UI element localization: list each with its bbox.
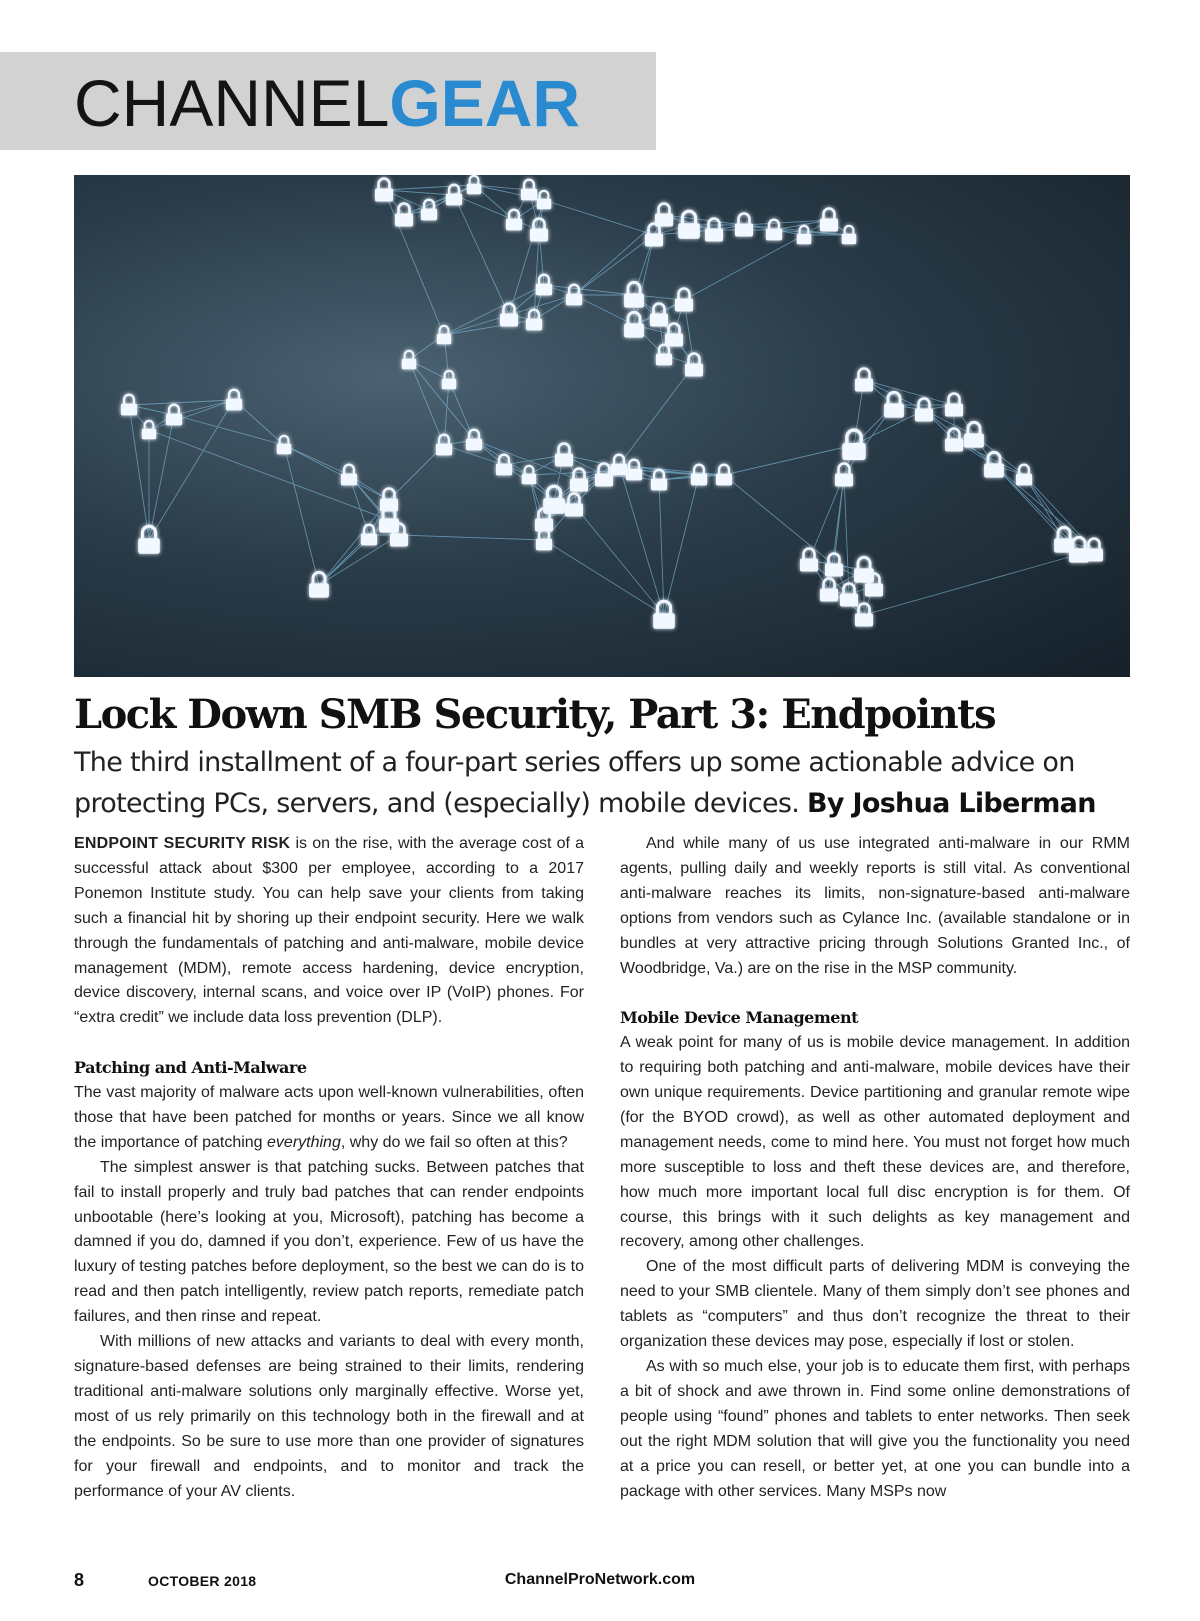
padlock-icon <box>421 200 437 221</box>
issue-date: OCTOBER 2018 <box>148 1573 257 1589</box>
padlock-icon <box>1085 539 1103 562</box>
padlock-icon <box>277 436 291 454</box>
padlock-icon <box>854 557 874 582</box>
padlock-icon <box>466 430 482 451</box>
padlock-icon <box>655 204 673 227</box>
intro-text: is on the rise, with the average cost of a successful attack about $300 per employee, according to a 2017 Ponemon Institute study. You can help save your clients from taking such a financial hit by shoring up their endpoint security. Here we walk through the fundamentals of patching and anti-malware, mobile device management (MDM), remote access hardening, device encryption, device discovery, internal scans, and voice over IP (VoIP) phones. For “extra credit” we include data loss prevention (DLP). <box>74 835 584 1027</box>
padlock-icon <box>309 572 329 597</box>
padlock-icon <box>500 304 518 327</box>
padlock-icon <box>984 452 1004 477</box>
website: ChannelProNetwork.com <box>504 1571 696 1588</box>
padlock-icon <box>467 176 481 194</box>
section-title-part2: GEAR <box>389 66 581 140</box>
padlock-icon <box>855 369 873 392</box>
padlock-icon <box>566 285 582 306</box>
heading-mdm: Mobile Device Management <box>620 1008 858 1028</box>
paragraph: With millions of new attacks and variants to deal with every month, signature-based defenses are being strained to their limits, rendering traditional anti-malware solutions only marginally effective. Worse yet, most of us rely primarily on this technology both in the firewall and at the endpoints. So be sure to use more than one provider of signatures for your firewall and endpoints, and to monitor and track the performance of your AV clients. <box>74 1333 584 1500</box>
padlock-icon <box>226 390 242 411</box>
padlock-icon <box>361 525 377 546</box>
padlock-icon <box>570 469 588 492</box>
padlock-icon <box>884 392 904 417</box>
padlock-icon <box>678 211 700 239</box>
lead-in: ENDPOINT SECURITY RISK <box>74 835 291 852</box>
padlock-icon <box>375 179 393 202</box>
padlock-icon <box>536 275 552 296</box>
padlock-icon <box>915 399 933 422</box>
paragraph-text: The vast majority of malware acts upon well-known vulnerabilities, often those that have been patched for months or years. Since we all know the importance of patching <box>74 1084 584 1151</box>
padlock-icon <box>685 354 703 377</box>
paragraph: As with so much else, your job is to educate them first, with perhaps a bit of shock and awe thrown in. Find some online demonstrations of people using “found” phones and tablets to enter networks. Then seek out the right MDM solution that will give you the functionality you need at a price you can resell, or better yet, at one you can bundle into a package with other services. Many MSPs now <box>620 1358 1130 1500</box>
padlock-icon <box>537 191 551 209</box>
paragraph-text: , why do we fail so often at this? <box>340 1133 568 1151</box>
padlock-icon <box>656 345 672 366</box>
padlock-icon <box>766 220 782 241</box>
padlock-icon <box>390 524 408 547</box>
padlock-icon <box>446 185 462 206</box>
padlock-icon <box>166 405 182 426</box>
padlock-icon <box>395 204 413 227</box>
padlock-icon <box>442 371 456 389</box>
padlock-icon <box>835 464 853 487</box>
padlock-icon <box>624 282 644 307</box>
padlock-icon <box>522 466 536 484</box>
padlock-icon <box>945 394 963 417</box>
left-column <box>74 832 584 1504</box>
padlock-icon <box>716 465 732 486</box>
padlock-icon <box>691 465 707 486</box>
paragraph: One of the most difficult parts of delivering MDM is conveying the need to your SMB clientele. Many of them simply don’t see phones and tablets as “computers” and thus don’t recognize the threat to their organization these devices may pose, especially if lost or stolen. <box>620 1258 1130 1351</box>
padlock-icon <box>555 444 573 467</box>
hero-image <box>74 175 1130 677</box>
section-title <box>74 62 580 144</box>
padlock-icon <box>705 219 723 242</box>
padlock-icon <box>341 465 357 486</box>
padlock-icon <box>611 455 627 476</box>
padlock-icon <box>825 554 843 577</box>
page-number: 8 <box>74 1570 85 1590</box>
paragraph <box>74 1081 584 1156</box>
padlock-icon <box>402 351 416 369</box>
padlock-icon <box>964 422 984 447</box>
padlock-icon <box>797 226 811 244</box>
padlock-icon <box>595 464 613 487</box>
padlock-icon <box>142 421 156 439</box>
padlock-icon <box>645 224 663 247</box>
padlock-icon <box>651 470 667 491</box>
padlock-icon <box>1016 465 1032 486</box>
padlock-icon <box>530 219 548 242</box>
paragraph: And while many of us use integrated anti-malware in our RMM agents, pulling daily and weekly reports is still vital. As conventional anti-malware reaches its limits, non-signature-based anti-malware options from vendors such as Cylance Inc. (available standalone or in bundles at very attractive pricing through Solutions Granted Inc., of Woodbridge, Va.) are on the rise in the MSP community. <box>620 835 1130 977</box>
padlock-icon <box>506 210 522 231</box>
padlock-icon <box>650 304 668 327</box>
padlock-icon <box>675 289 693 312</box>
padlock-icon <box>842 430 865 460</box>
padlock-icon <box>437 326 451 344</box>
padlock-icon <box>865 574 883 597</box>
padlock-icon <box>121 395 137 416</box>
dek-text: The third installment of a four-part series offers up some actionable advice on protecting PCs, servers, and (especially) mobile devices. <box>74 747 1075 819</box>
right-column <box>620 832 1130 1504</box>
emphasis: everything <box>267 1133 341 1151</box>
section-title-part1: CHANNEL <box>74 66 390 140</box>
heading-patching: Patching and Anti-Malware <box>74 1058 307 1078</box>
padlock-icon <box>800 549 818 572</box>
padlock-icon <box>521 180 537 201</box>
paragraph: The simplest answer is that patching sucks. Between patches that fail to install properly and truly bad patches that can render endpoints unbootable (here’s looking at you, Microsoft), patching has become a damned if you do, damned if you don’t, experience. Few of us have the luxury of testing patches before deployment, so the best we can do is to read and then patch intelligently, review patch reports, remediate patch failures, and then rinse and repeat. <box>74 1158 584 1326</box>
padlock-icon <box>820 579 838 602</box>
intro-paragraph <box>74 832 584 1031</box>
padlock-icon <box>820 209 838 232</box>
article-headline: Lock Down SMB Security, Part 3: Endpoints <box>74 691 996 738</box>
padlock-icon <box>665 324 683 347</box>
paragraph: A weak point for many of us is mobile device management. In addition to requiring both patching and anti-malware, mobile devices have their own unique requirements. Device partitioning and granular remote wipe (for the BYOD crowd), as well as other automated deployment and management needs, come to mind here. You must not forget how much more susceptible to loss and theft these devices are, and therefore, how much more important local full disc encryption is for them. Of course, this brings with it such delights as key management and recovery, among other challenges. <box>620 1034 1130 1251</box>
byline: By Joshua Liberman <box>807 788 1096 819</box>
padlock-icon <box>496 455 512 476</box>
network-lock-illustration <box>74 175 1130 677</box>
padlock-icon <box>842 226 856 244</box>
article-dek <box>74 742 1134 824</box>
padlock-icon <box>626 460 642 481</box>
padlock-icon <box>735 214 753 237</box>
padlock-icon <box>436 435 452 456</box>
